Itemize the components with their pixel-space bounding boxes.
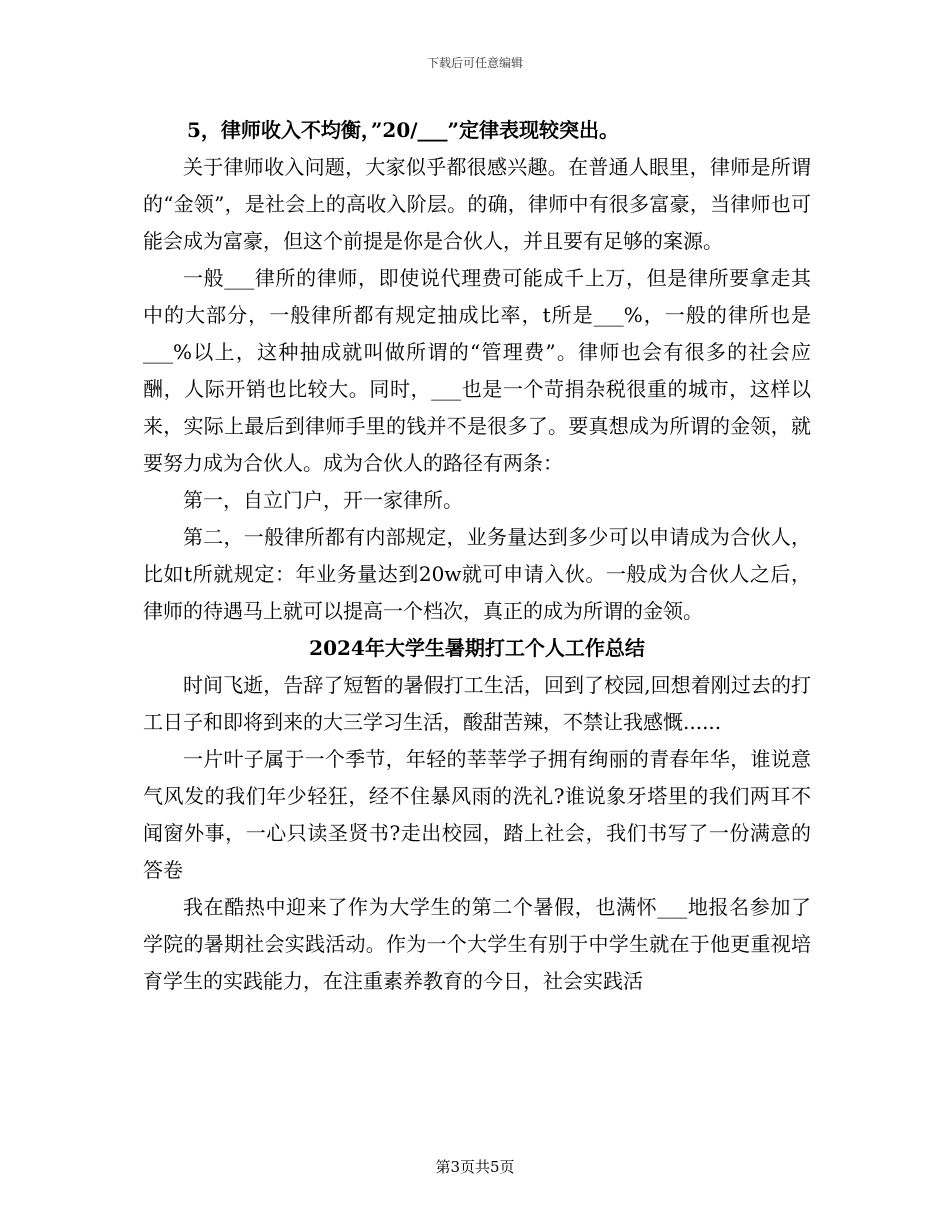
paragraph: 时间飞逝，告辞了短暂的暑假打工生活，回到了校园,回想着刚过去的打工日子和即将到来的大三学习生活，酸甜苦辣，不禁让我感慨...... xyxy=(143,673,811,734)
page-header-note: 下载后可任意编辑 xyxy=(426,56,523,70)
document-title: 2024年大学生暑期打工个人工作总结 xyxy=(309,636,645,660)
page-number: 第3页共5页 xyxy=(435,1158,515,1176)
paragraph: 第一，自立门户，开一家律所。 xyxy=(183,488,463,512)
paragraph: 我在酷热中迎来了作为大学生的第二个暑假，也满怀___地报名参加了学院的暑期社会实践活动。作为一个大学生有别于中学生就在于他更重视培育学生的实践能力，在注重素养教育的今日，社会实践活 xyxy=(143,895,811,993)
paragraph: 一片叶子属于一个季节，年轻的莘莘学子拥有绚丽的青春年华，谁说意气风发的我们年少轻狂，经不住暴风雨的洗礼?谁说象牙塔里的我们两耳不闻窗外事，一心只读圣贤书?走出校园，踏上社会，我们书写了一份满意的答卷 xyxy=(143,747,811,882)
section-heading: 5，律师收入不均衡，”20/___”定律表现较突出。 xyxy=(187,118,620,142)
paragraph: 一般___律所的律师，即使说代理费可能成千上万，但是律所要拿走其中的大部分，一般律所都有规定抽成比率，t所是___%，一般的律所也是___%以上，这种抽成就叫做所谓的“管理费”。律师也会有很多的社会应酬，人际开销也比较大。同时，___也是一个苛捐杂税很重的城市，这样以来，实际上最后到律师手里的钱并不是很多了。要真想成为所谓的金领，就要努力成为合伙人。成为合伙人的路径有两条： xyxy=(143,266,811,475)
document-body xyxy=(143,112,811,1000)
paragraph: 第二，一般律所都有内部规定，业务量达到多少可以申请成为合伙人，比如t所就规定：年业务量达到20w就可申请入伙。一般成为合伙人之后，律师的待遇马上就可以提高一个档次，真正的成为所谓的金领。 xyxy=(143,525,811,623)
paragraph: 关于律师收入问题，大家似乎都很感兴趣。在普通人眼里，律师是所谓的“金领”，是社会上的高收入阶层。的确，律师中有很多富豪，当律师也可能会成为富豪，但这个前提是你是合伙人，并且要有足够的案源。 xyxy=(143,155,811,253)
